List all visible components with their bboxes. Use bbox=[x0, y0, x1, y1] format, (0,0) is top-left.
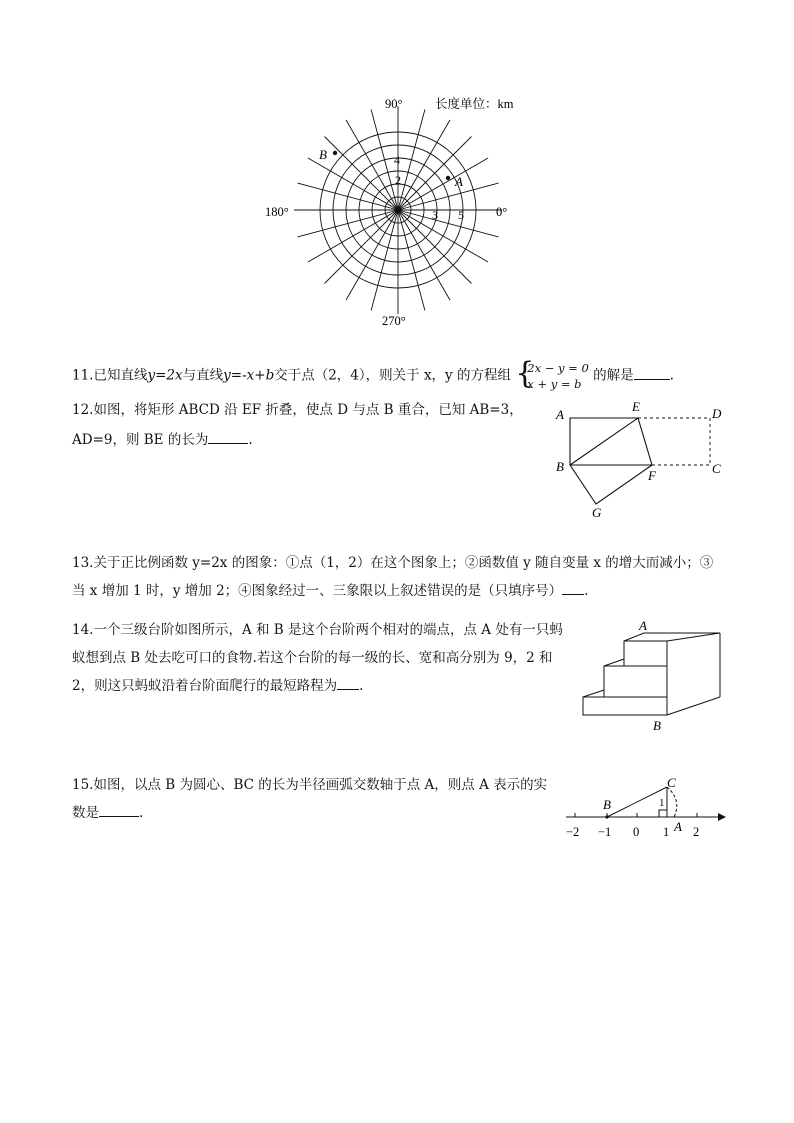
q14-line2: 蚁想到点 B 处去吃可口的食物.若这个台阶的每一级的长、宽和高分别为 9，2 和 bbox=[72, 650, 553, 666]
q12-label-g: G bbox=[592, 505, 602, 520]
q14-label-a: A bbox=[639, 618, 647, 633]
q12-end: . bbox=[248, 432, 253, 448]
q11-line1: y=2x bbox=[147, 367, 183, 384]
q14-line3: 2，则这只蚂蚁沿着台阶面爬行的最短路程为 bbox=[72, 678, 338, 694]
q15-line2: 数是 bbox=[72, 805, 99, 821]
arc-ca bbox=[667, 787, 677, 817]
polar-num-5: 5 bbox=[458, 208, 464, 222]
stair-top-edge-3 bbox=[624, 633, 644, 641]
tick-label-2: 2 bbox=[693, 825, 700, 839]
q11-line2: y=-x+b bbox=[223, 367, 275, 384]
q11-suffix: 的解是 bbox=[593, 367, 634, 384]
question-14 bbox=[72, 617, 563, 699]
tick-label-neg2: −2 bbox=[566, 825, 580, 839]
q12-label-e: E bbox=[632, 399, 640, 414]
q11-brace: { bbox=[515, 356, 535, 391]
q14-label-b: B bbox=[653, 718, 661, 733]
q14-line1: 14.一个三级台阶如图所示，A 和 B 是这个台阶两个相对的端点，点 A 处有一只蚂 bbox=[72, 622, 563, 638]
q12-figure bbox=[545, 395, 735, 525]
q11-prefix: 11.已知直线 bbox=[72, 367, 148, 384]
q12-label-c: C bbox=[712, 461, 721, 476]
polar-num-4: 4 bbox=[394, 153, 400, 167]
question-15 bbox=[72, 772, 547, 826]
q13-answer-blank bbox=[562, 580, 584, 595]
tick-label-neg1: −1 bbox=[598, 825, 612, 839]
stair-right-bottom bbox=[667, 697, 720, 715]
right-angle-mark bbox=[659, 810, 667, 817]
q12-fold-ef bbox=[638, 418, 652, 465]
tick-label-0: 0 bbox=[633, 825, 640, 839]
q11-mid2: 交于点（2，4），则关于 x，y 的方程组 bbox=[274, 367, 511, 384]
polar-point-b-label: B bbox=[319, 147, 327, 162]
q11-eq2: x + y = b bbox=[527, 377, 582, 391]
question-13 bbox=[72, 550, 713, 604]
polar-label-0: 0° bbox=[496, 205, 508, 219]
q12-label-f: F bbox=[648, 468, 656, 483]
q15-label-one: 1 bbox=[659, 797, 665, 809]
polar-rays bbox=[294, 106, 502, 314]
q15-end: . bbox=[139, 805, 144, 821]
stair-top-edge-1 bbox=[583, 690, 604, 697]
q11-answer-blank bbox=[634, 365, 670, 380]
polar-label-270: 270° bbox=[382, 314, 406, 328]
q15-label-a: A bbox=[674, 819, 682, 834]
q11-mid1: 与直线 bbox=[182, 367, 224, 384]
segment-bc bbox=[607, 787, 667, 817]
q12-label-a: A bbox=[556, 407, 564, 422]
q15-label-c: C bbox=[667, 775, 676, 790]
q13-end: . bbox=[584, 583, 589, 599]
stair-front-3 bbox=[624, 641, 667, 666]
q15-answer-blank bbox=[99, 802, 139, 817]
q14-end: . bbox=[359, 678, 364, 694]
q11-end: . bbox=[669, 367, 674, 384]
q15-line1: 15.如图，以点 B 为圆心、BC 的长为半径画弧交数轴于点 A，则点 A 表示的实 bbox=[72, 777, 548, 793]
polar-point-a-label: A bbox=[455, 174, 463, 189]
q13-line1: 13.关于正比例函数 y=2x 的图象：①点（1，2）在这个图象上；②函数值 y 随自变量 x 的增大而减小；③ bbox=[72, 555, 714, 571]
polar-label-90: 90° bbox=[385, 97, 403, 111]
polar-label-180: 180° bbox=[265, 205, 289, 219]
q12-folded-part bbox=[570, 418, 652, 504]
polar-figure bbox=[250, 90, 540, 335]
polar-point-a bbox=[446, 176, 450, 180]
q13-line2: 当 x 增加 1 时，y 增加 2；④图象经过一、三象限以上叙述错误的是（只填序号） bbox=[72, 583, 563, 599]
stair-front-1 bbox=[583, 697, 667, 715]
numberline-arrow bbox=[718, 813, 726, 821]
question-12 bbox=[72, 397, 523, 453]
q12-label-b: B bbox=[556, 459, 564, 474]
stair-front-2 bbox=[604, 666, 667, 697]
q11-eq1: 2x − y = 0 bbox=[527, 361, 589, 375]
question-11 bbox=[72, 356, 674, 392]
stair-right-top bbox=[667, 633, 720, 641]
polar-point-b bbox=[333, 151, 337, 155]
q12-label-d: D bbox=[712, 406, 722, 421]
polar-num-2: 2 bbox=[395, 173, 401, 187]
q14-answer-blank bbox=[337, 675, 359, 690]
q15-label-b: B bbox=[603, 797, 611, 812]
q11-equation-system bbox=[515, 356, 589, 392]
point-b-dot bbox=[605, 815, 608, 818]
q12-line1: 12.如图，将矩形 ABCD 沿 EF 折叠，使点 D 与点 B 重合，已知 AB=3， bbox=[72, 402, 523, 418]
tick-label-1: 1 bbox=[663, 825, 670, 839]
stair-top-edge-2 bbox=[604, 659, 624, 666]
q14-stairs-figure bbox=[575, 615, 730, 735]
polar-label-unit: 长度单位：km bbox=[435, 97, 514, 111]
q12-original-part bbox=[638, 418, 710, 465]
q12-answer-blank bbox=[208, 429, 248, 444]
q12-line2: AD=9，则 BE 的长为 bbox=[72, 432, 209, 448]
q12-line-be bbox=[570, 418, 638, 465]
polar-num-3: 3 bbox=[432, 208, 438, 222]
q15-numberline-figure bbox=[560, 772, 735, 842]
